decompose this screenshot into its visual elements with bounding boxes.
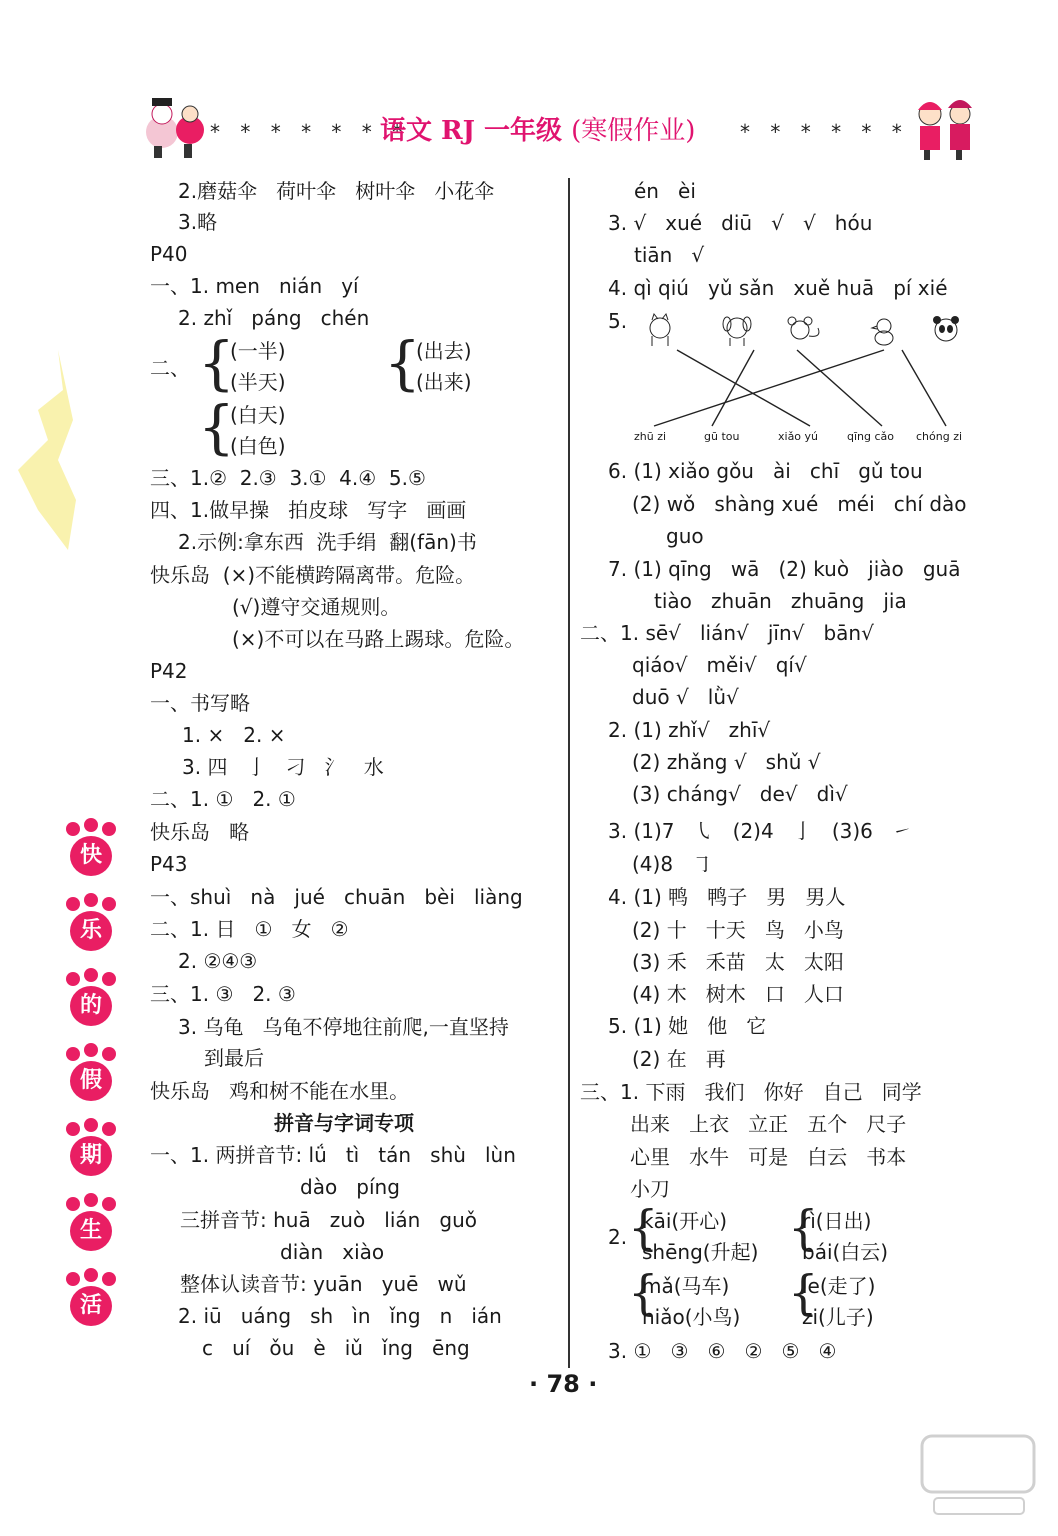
answer-line: 一、1. 两拼音节: lǘ tì tán shù lùn [150,1143,516,1167]
brace: { [788,1200,819,1256]
answer-item: (出去) [416,339,472,363]
answer-line: 3. √ xué diū √ √ hóu [608,211,873,235]
section-p43: P43 [150,852,188,876]
answer-item: rì(日出) [802,1209,872,1233]
header-title [380,110,695,147]
header-stars-left: * * * * * * * [210,120,410,144]
pinyin-label: zhū zi [634,430,667,443]
answer-line: c uí ǒu è iǔ ǐng ēng [202,1336,470,1360]
pinyin-label: qīng cǎo [847,430,895,443]
answer-label: 2. [608,1225,628,1249]
answer-item: le(走了) [802,1274,876,1298]
chick-icon [872,319,893,345]
brace: { [384,329,421,397]
answer-line: 三、1. 下雨 我们 你好 自己 同学 [580,1080,922,1104]
answer-line: 快乐岛 (×)不能横跨隔离带。危险。 [150,563,476,587]
sidebar-char: 快 [70,836,112,876]
sidebar-char: 乐 [70,911,112,951]
answer-item: kāi(开心) [642,1209,727,1233]
match-line [797,350,882,426]
page-header [140,92,980,172]
answer-line: 2. ②④③ [178,949,258,973]
cat-icon [650,314,670,346]
answer-line: 2. iū uáng sh ìn ǐng n ián [178,1304,502,1328]
answer-line: (4)8 ㇆ [632,852,713,876]
answer-line: 4. qì qiú yǔ sǎn xuě huā pí xié [608,276,948,300]
answer-label: 二、 [150,356,190,380]
pinyin-label: xiǎo yú [778,430,819,443]
answer-line: 5. [608,309,628,333]
answer-line: én èi [634,179,696,203]
paw-icon [62,1193,122,1257]
answer-line: 一、书写略 [150,691,250,715]
match-line [654,350,884,426]
answer-line: 4. (1) 鸭 鸭子 男 男人 [608,885,846,909]
sidebar-char: 生 [70,1211,112,1251]
answer-item: niǎo(小鸟) [642,1305,741,1329]
answer-line: (2) wǒ shàng xué méi chí dào [632,492,967,516]
match-line [677,350,810,426]
brace: { [198,329,235,397]
answer-line: 二、1. sē√ lián√ jīn√ bān√ [580,621,874,645]
answer-line: 快乐岛 略 [150,820,250,844]
paw-icon [62,1118,122,1182]
answer-line: 6. (1) xiǎo gǒu ài chī gǔ tou [608,459,923,483]
answer-item: (半天) [230,370,286,394]
answer-line: 小刀 [630,1177,670,1201]
matching-lines [642,308,982,448]
answer-line: 三拼音节: huā zuò lián guǒ [180,1208,477,1232]
answer-line: 三、1.② 2.③ 3.① 4.④ 5.⑤ [150,466,426,490]
answer-line: (3) cháng√ de√ dì√ [632,782,848,806]
sidebar-char: 假 [70,1061,112,1101]
answer-line: 二、1. ① 2. ① [150,787,296,811]
brace: { [628,1200,659,1256]
paw-icon [62,1043,122,1107]
answer-line: 3. 乌龟 乌龟不停地往前爬,一直坚持 [178,1015,509,1039]
paw-icon [62,893,122,957]
match-line [902,350,946,426]
yellow-decoration [8,350,78,560]
panda-icon [933,316,959,341]
answer-item: (一半) [230,339,286,363]
answer-item: bái(白云) [802,1240,889,1264]
paw-icon [62,968,122,1032]
paw-icon [62,1268,122,1332]
answer-line: 快乐岛 鸡和树不能在水里。 [150,1079,410,1103]
subject-grade: 语文 RJ 一年级 [380,116,563,146]
matching-exercise [634,308,982,448]
paw-icon [62,818,122,882]
answer-line: 整体认读音节: yuān yuē wǔ [180,1272,467,1296]
answer-line: 5. (1) 她 他 它 [608,1014,767,1038]
answer-line: tiān √ [634,243,705,267]
answer-line: dào píng [300,1175,400,1199]
answer-line: 2. (1) zhǐ√ zhī√ [608,718,771,742]
sidebar-char: 期 [70,1136,112,1176]
header-stars-right: * * * * * * [740,120,909,144]
mouse-icon [788,317,819,339]
answer-line: 2.示例:拿东西 洗手绢 翻(fān)书 [178,530,477,554]
answer-line: (×)不可以在马路上踢球。危险。 [232,627,525,651]
section-p40: P40 [150,242,188,266]
dog-icon [723,317,751,346]
answer-line: 3. ① ③ ⑥ ② ⑤ ④ [608,1339,837,1363]
answer-item: zi(儿子) [802,1305,874,1329]
watermark-logo [918,1432,1038,1522]
answer-line: 3. (1)7 ㇂ (2)4 亅 (3)6 ㇀ [608,819,912,843]
answer-line: (3) 禾 禾苗 太 太阳 [632,950,844,974]
brace: { [788,1265,819,1321]
answer-line: 心里 水牛 可是 白云 书本 [630,1145,907,1169]
answer-line: (2) zhǎng √ shǔ √ [632,750,821,774]
answer-line: diàn xiào [280,1240,385,1264]
snowman-kids-illustration [140,92,210,162]
answer-line: 一、shuì nà jué chuān bèi liàng [150,885,523,909]
brace: { [198,393,235,461]
answer-line: 出来 上衣 立正 五个 尺子 [630,1112,907,1136]
page-number: · 78 · [529,1370,598,1398]
answer-line: 一、1. men nián yí [150,274,359,298]
answer-item: mǎ(马车) [642,1274,730,1298]
kids-illustration [910,92,980,162]
answer-item: (白天) [230,403,286,427]
answer-line: 到最后 [204,1046,264,1070]
answer-line: 四、1.做早操 拍皮球 写字 画画 [150,498,467,522]
answer-line: 3. 四 亅 刁 氵 水 [182,755,384,779]
answer-line: 3.略 [178,210,218,234]
sidebar-char: 活 [70,1286,112,1326]
answer-line: tiào zhuān zhuāng jia [654,589,907,613]
answer-line: 7. (1) qīng wā (2) kuò jiào guā [608,557,961,581]
answer-line: (4) 木 树木 口 人口 [632,982,844,1006]
header-subtitle: (寒假作业) [571,116,696,146]
answer-line: 二、1. 日 ① 女 ② [150,917,349,941]
brace: { [628,1265,659,1321]
pinyin-label: chóng zi [916,430,963,443]
answer-line: 三、1. ③ 2. ③ [150,982,296,1006]
pinyin-label: gū tou [704,430,740,443]
answer-line: 2. zhǐ páng chén [178,306,370,330]
section-p42: P42 [150,659,188,683]
sidebar-char: 的 [70,986,112,1026]
column-divider [568,178,570,1368]
answer-line: (2) 十 十天 鸟 小鸟 [632,918,844,942]
answer-line: (2) 在 再 [632,1047,726,1071]
answer-line: duō √ lǜ√ [632,685,739,709]
answer-item: (白色) [230,434,286,458]
answer-item: (出来) [416,370,472,394]
answer-line: guo [666,524,704,548]
answer-line: 2.磨菇伞 荷叶伞 树叶伞 小花伞 [178,179,495,203]
answer-line: 1. × 2. × [182,723,286,747]
match-line [712,350,754,426]
section-heading: 拼音与字词专项 [274,1111,414,1135]
answer-item: shēng(升起) [642,1240,759,1264]
answer-line: (√)遵守交通规则。 [232,595,401,619]
answer-line: qiáo√ měi√ qí√ [632,653,807,677]
